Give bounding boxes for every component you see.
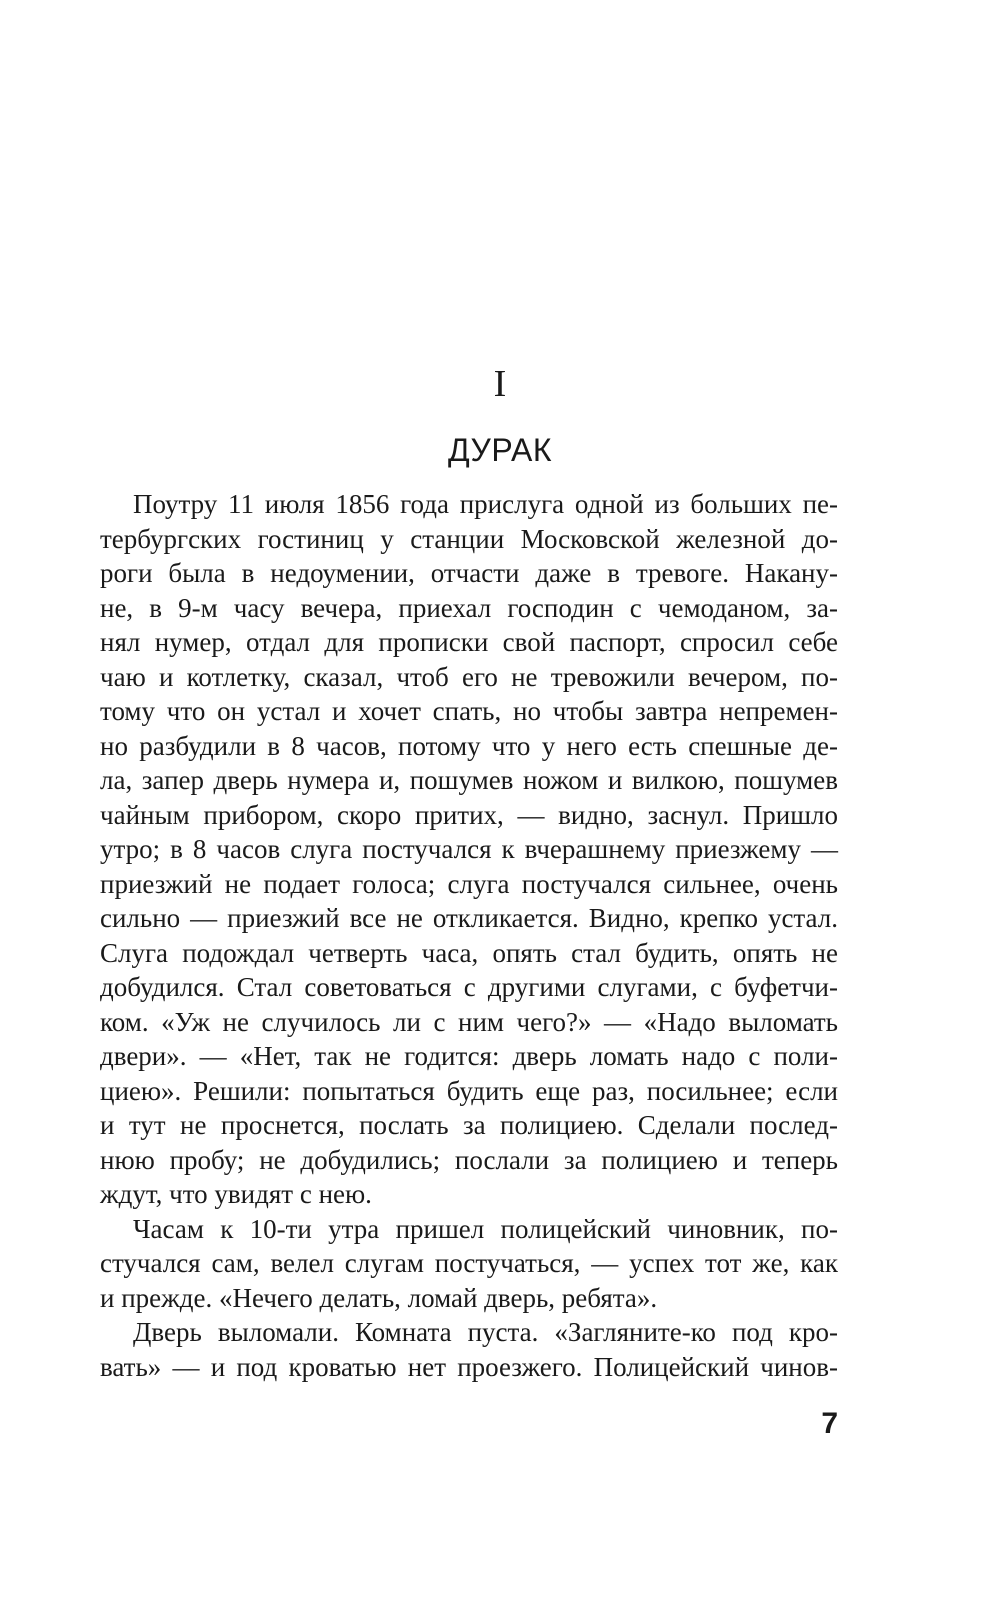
text-line: вать» — и под кроватью нет проезжего. Полицейский чинов- — [100, 1351, 838, 1382]
text-line: Дверь выломали. Комната пуста. «Загляните-ко под кро- — [133, 1317, 838, 1347]
text-line: и тут не проснется, послать за полициею. Сделали послед- — [100, 1110, 838, 1140]
text-line: Часам к 10-ти утра пришел полицейский чиновник, по- — [133, 1213, 838, 1244]
text-line: приезжий не подает голоса; слуга постучался сильнее, очень — [100, 868, 838, 899]
chapter-number: I — [493, 363, 507, 405]
text-line: роги была в недоумении, отчасти даже в тревоге. Накану- — [100, 558, 838, 588]
text-line: циею». Решили: попытаться будить еще раз, посильнее; если — [100, 1075, 838, 1106]
text-line: тербургских гостиниц у станции Московской железной до- — [100, 523, 838, 554]
text-line: чайным прибором, скоро притих, — видно, заснул. Пришло — [100, 799, 838, 830]
text-line: нял нумер, отдал для прописки свой паспорт, спросил себе — [100, 627, 838, 657]
text-line: ждут, что увидят с нею. — [100, 1179, 372, 1209]
text-line: и прежде. «Нечего делать, ломай дверь, ребята». — [100, 1282, 658, 1313]
text-line: нюю пробу; не добудились; послали за полициею и теперь — [100, 1144, 838, 1175]
text-line: ком. «Уж не случилось ли с ним чего?» — «Надо выломать — [100, 1006, 838, 1037]
text-line: не, в 9-м часу вечера, приехал господин с чемоданом, за- — [100, 592, 838, 623]
body-text — [100, 487, 838, 1384]
text-line: но разбудили в 8 часов, потому что у него есть спешные де- — [100, 730, 838, 761]
text-line: тому что он устал и хочет спать, но чтобы завтра непремен- — [100, 696, 838, 726]
text-line: двери». — «Нет, так не годится: дверь ломать надо с поли- — [100, 1041, 838, 1071]
text-line: Поутру 11 июля 1856 года прислуга одной из больших пе- — [133, 489, 838, 519]
text-line: сильно — приезжий все не откликается. Видно, крепко устал. — [100, 903, 838, 933]
text-line: стучался сам, велел слугам постучаться, — успех тот же, как — [100, 1248, 838, 1278]
text-line: Слуга подождал четверть часа, опять стал будить, опять не — [100, 937, 838, 968]
text-line: чаю и котлетку, сказал, чтоб его не тревожили вечером, по- — [100, 661, 838, 692]
page-number: 7 — [821, 1407, 838, 1440]
text-line: добудился. Стал советоваться с другими слугами, с буфетчи- — [100, 972, 838, 1002]
text-line: утро; в 8 часов слуга постучался к вчерашнему приезжему — — [100, 834, 838, 864]
chapter-title: ДУРАК — [447, 432, 553, 468]
text-line: ла, запер дверь нумера и, пошумев ножом и вилкою, пошумев — [100, 765, 838, 795]
